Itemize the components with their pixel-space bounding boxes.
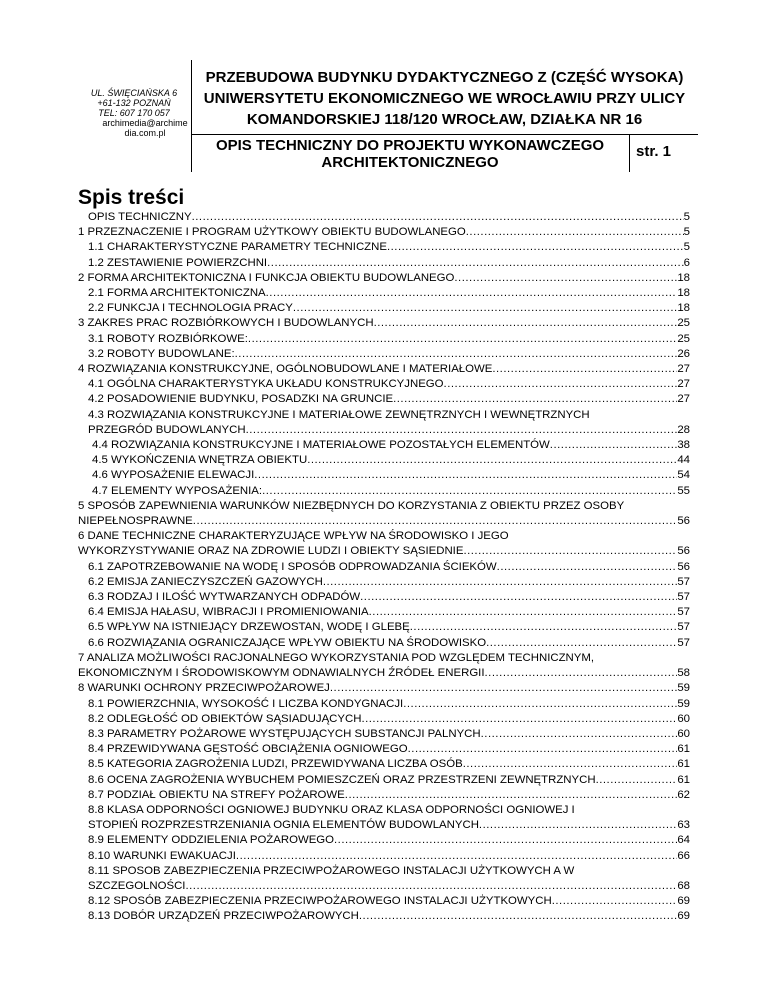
page-number: str. 1 — [629, 135, 698, 172]
toc-entry[interactable] — [78, 499, 690, 529]
toc-entry[interactable] — [78, 833, 690, 848]
toc-dot-leader — [293, 301, 677, 316]
toc-entry-title: 2.2 FUNKCJA I TECHNOLOGIA PRACY — [88, 302, 293, 315]
toc-dot-leader — [193, 514, 678, 529]
company-address-block — [78, 60, 192, 172]
subtitle-line: ARCHITEKTONICZNEGO — [321, 154, 499, 171]
toc-entry-title: 4.2 POSADOWIENIE BUDYNKU, POSADZKI NA GRUNCIE — [88, 393, 394, 406]
toc-page-number: 61 — [677, 758, 690, 771]
toc-entry[interactable] — [78, 484, 690, 499]
toc-entry-title: 6.1 ZAPOTRZEBOWANIE NA WODĘ I SPOSÓB ODPROWADZANIA ŚCIEKÓW — [88, 560, 497, 573]
toc-entry-title: STOPIEŃ ROZPRZESTRZENIANIA OGNIA ELEMENTÓW BUDOWLANYCH — [88, 819, 479, 832]
toc-dot-leader — [492, 362, 677, 377]
toc-page-number: 64 — [677, 834, 690, 847]
toc-entry[interactable] — [78, 256, 690, 271]
toc-page-number: 63 — [677, 819, 690, 832]
toc-page-number: 44 — [677, 454, 690, 467]
toc-dot-leader — [552, 894, 678, 909]
toc-entry[interactable] — [78, 286, 690, 301]
toc-dot-leader — [254, 468, 677, 483]
toc-entry-title: NIEPEŁNOSPRAWNE — [78, 515, 193, 528]
toc-page-number: 28 — [677, 423, 690, 436]
toc-dot-leader — [550, 438, 678, 453]
toc-page-number: 57 — [677, 606, 690, 619]
toc-entry[interactable] — [78, 757, 690, 772]
toc-entry[interactable] — [78, 468, 690, 483]
toc-entry-title: 1.1 CHARAKTERYSTYCZNE PARAMETRY TECHNICZNE — [88, 241, 387, 254]
toc-page-number: 56 — [677, 515, 690, 528]
toc-entry[interactable] — [78, 803, 690, 833]
toc-entry-title: EKONOMICZNYM I ŚRODOWISKOWYM ODNAWIALNYCH ŹRÓDEŁ ENERGII — [78, 667, 485, 680]
toc-page-number: 25 — [677, 317, 690, 330]
toc-entry[interactable] — [78, 697, 690, 712]
toc-dot-leader — [444, 377, 678, 392]
toc-dot-leader — [330, 681, 677, 696]
address-line: TEL: 607 170 057 — [98, 108, 170, 118]
toc-entry-title: 4.6 WYPOSAŻENIE ELEWACJI — [92, 469, 255, 482]
toc-page-number: 27 — [677, 363, 690, 376]
toc-entry-title: 8.1 POWIERZCHNIA, WYSOKOŚĆ I LICZBA KONDYGNACJI — [88, 697, 404, 710]
toc-entry[interactable] — [78, 377, 690, 392]
toc-entry-title: 8.5 KATEGORIA ZAGROŻENIA LUDZI, PRZEWIDYWANA LICZBA OSÓB — [88, 758, 463, 771]
toc-entry[interactable] — [78, 605, 690, 620]
toc-page-number: 59 — [677, 682, 690, 695]
toc-entry[interactable] — [78, 225, 690, 240]
toc-entry-title: 1.2 ZESTAWIENIE POWIERZCHNI — [88, 256, 268, 269]
toc-entry-title: 6.2 EMISJA ZANIECZYSZCZEŃ GAZOWYCH — [88, 575, 323, 588]
toc-entry[interactable] — [78, 560, 690, 575]
toc-dot-leader — [236, 849, 677, 864]
toc-entry[interactable] — [78, 681, 690, 696]
toc-page-number: 60 — [677, 712, 690, 725]
toc-page-number: 18 — [677, 287, 690, 300]
toc-entry-title: 6.5 WPŁYW NA ISTNIEJĄCY DRZEWOSTAN, WODĘ I GLEBĘ — [88, 621, 410, 634]
toc-entry-title: 6.3 RODZAJ I ILOŚĆ WYTWARZANYCH ODPADÓW — [88, 591, 361, 604]
toc-entry-title: PRZEGRÓD BUDOWLANYCH — [88, 423, 246, 436]
toc-entry-title: 8.4 PRZEWIDYWANA GĘSTOŚĆ OBCIĄŻENIA OGNIOWEGO — [88, 743, 408, 756]
subtitle-line: OPIS TECHNICZNY DO PROJEKTU WYKONAWCZEGO — [215, 137, 605, 154]
toc-entry-title-line: 4.3 ROZWIĄZANIA KONSTRUKCYJNE I MATERIAŁOWE ZEWNĘTRZNYCH I WEWNĘTRZNYCH — [88, 408, 590, 421]
toc-page-number: 25 — [677, 332, 690, 345]
toc-dot-leader — [360, 590, 677, 605]
toc-dot-leader — [403, 697, 677, 712]
table-of-contents — [78, 210, 690, 925]
toc-dot-leader — [393, 392, 677, 407]
project-title-block — [191, 60, 698, 172]
toc-entry[interactable] — [78, 909, 690, 924]
company-email — [86, 118, 204, 138]
toc-entry-title: 8.9 ELEMENTY ODDZIELENIA POŻAROWEGO — [88, 834, 335, 847]
toc-dot-leader — [345, 788, 678, 803]
toc-heading: Spis treści — [78, 186, 185, 209]
toc-entry[interactable] — [78, 301, 690, 316]
toc-page-number: 57 — [677, 591, 690, 604]
toc-page-number: 5 — [683, 226, 690, 239]
toc-entry-title: 4 ROZWIĄZANIA KONSTRUKCYJNE, OGÓLNOBUDOWLANE I MATERIAŁOWE — [78, 363, 493, 376]
toc-page-number: 66 — [677, 849, 690, 862]
toc-page-number: 38 — [677, 439, 690, 452]
toc-dot-leader — [267, 256, 684, 271]
title-line: UNIWERSYTETU EKONOMICZNEGO WE WROCŁAWIU PRZY ULICY — [203, 90, 686, 107]
email-line: dia.com.pl — [124, 128, 166, 138]
toc-entry[interactable] — [78, 392, 690, 407]
toc-entry[interactable] — [78, 727, 690, 742]
toc-entry-title: 3.1 ROBOTY ROZBIÓRKOWE: — [88, 332, 248, 345]
title-line: PRZEBUDOWA BUDYNKU DYDAKTYCZNEGO Z (CZĘŚĆ WYSOKA) — [205, 69, 684, 86]
toc-page-number: 6 — [683, 256, 690, 269]
toc-dot-leader — [479, 818, 677, 833]
toc-entry-title-line: 7 ANALIZA MOŻLIWOŚCI RACJONALNEGO WYKORZYSTANIA POD WZGLĘDEM TECHNICZNYM, — [78, 651, 595, 664]
toc-entry-title: 8.7 PODZIAŁ OBIEKTU NA STREFY POŻAROWE — [88, 788, 345, 801]
toc-dot-leader — [192, 210, 684, 225]
toc-entry-title: 2.1 FORMA ARCHITEKTONICZNA — [88, 287, 266, 300]
toc-entry[interactable] — [78, 408, 690, 438]
toc-dot-leader — [323, 575, 678, 590]
toc-dot-leader — [463, 544, 677, 559]
toc-dot-leader — [185, 879, 677, 894]
toc-entry-title: 6.4 EMISJA HAŁASU, WIBRACJI I PROMIENIOWANIA — [88, 606, 369, 619]
toc-entry-title-line: 5 SPOSÓB ZAPEWNIENIA WARUNKÓW NIEZBĘDNYCH DO KORZYSTANIA Z OBIEKTU PRZEZ OSOBY — [78, 499, 625, 512]
toc-page-number: 5 — [683, 241, 690, 254]
toc-page-number: 59 — [677, 697, 690, 710]
toc-entry[interactable] — [78, 240, 690, 255]
toc-page-number: 58 — [677, 667, 690, 680]
toc-entry-title-line: 8.8 KLASA ODPORNOŚCI OGNIOWEJ BUDYNKU ORAZ KLASA ODPORNOŚCI OGNIOWEJ I — [88, 803, 575, 816]
toc-entry[interactable] — [78, 742, 690, 757]
toc-entry-title: 4.5 WYKOŃCZENIA WNĘTRZA OBIEKTU — [92, 454, 308, 467]
toc-dot-leader — [369, 605, 678, 620]
toc-page-number: 18 — [677, 302, 690, 315]
toc-page-number: 56 — [677, 545, 690, 558]
toc-dot-leader — [266, 286, 678, 301]
toc-dot-leader — [486, 636, 677, 651]
toc-dot-leader — [359, 909, 677, 924]
toc-entry-title: 4.4 ROZWIĄZANIA KONSTRUKCYJNE I MATERIAŁOWE POZOSTAŁYCH ELEMENTÓW — [92, 439, 550, 452]
toc-dot-leader — [248, 332, 677, 347]
toc-page-number: 61 — [677, 743, 690, 756]
toc-entry[interactable] — [78, 362, 690, 377]
company-address — [78, 88, 190, 118]
toc-dot-leader — [262, 484, 677, 499]
toc-page-number: 18 — [677, 271, 690, 284]
toc-page-number: 57 — [677, 636, 690, 649]
toc-entry-title: 3.2 ROBOTY BUDOWLANE: — [88, 347, 235, 360]
toc-dot-leader — [374, 316, 678, 331]
toc-entry[interactable] — [78, 575, 690, 590]
toc-entry-title: 8 WARUNKI OCHRONY PRZECIWPOŻAROWEJ — [78, 682, 330, 695]
toc-entry-title: 6.6 ROZWIĄZANIA OGRANICZAJĄCE WPŁYW OBIEKTU NA ŚRODOWISKO — [88, 636, 487, 649]
toc-entry-title-line: 6 DANE TECHNICZNE CHARAKTERYZUJĄCE WPŁYW NA ŚRODOWISKO I JEGO — [78, 530, 509, 543]
toc-page-number: 55 — [677, 484, 690, 497]
toc-entry-title: SZCZEGOLNOŚCI — [88, 879, 186, 892]
toc-page-number: 57 — [677, 575, 690, 588]
toc-dot-leader — [463, 757, 678, 772]
toc-entry[interactable] — [78, 849, 690, 864]
toc-dot-leader — [334, 833, 677, 848]
toc-entry[interactable] — [78, 347, 690, 362]
toc-entry-title: 8.2 ODLEGŁOŚĆ OD OBIEKTÓW SĄSIADUJĄCYCH — [88, 712, 362, 725]
toc-entry[interactable] — [78, 271, 690, 286]
toc-dot-leader — [361, 712, 677, 727]
toc-entry[interactable] — [78, 620, 690, 635]
toc-entry-title: 8.10 WARUNKI EWAKUACJI — [88, 849, 236, 862]
toc-page-number: 26 — [677, 347, 690, 360]
toc-dot-leader — [481, 727, 678, 742]
toc-entry[interactable] — [78, 773, 690, 788]
toc-entry-title: 4.1 OGÓLNA CHARAKTERYSTYKA UKŁADU KONSTRUKCYJNEGO — [88, 378, 444, 391]
toc-page-number: 56 — [677, 560, 690, 573]
toc-page-number: 54 — [677, 469, 690, 482]
toc-entry-title: 2 FORMA ARCHITEKTONICZNA I FUNKCJA OBIEKTU BUDOWLANEGO — [78, 271, 455, 284]
toc-dot-leader — [387, 240, 684, 255]
toc-dot-leader — [246, 423, 678, 438]
toc-entry[interactable] — [78, 590, 690, 605]
toc-entry[interactable] — [78, 651, 690, 681]
toc-entry[interactable] — [78, 788, 690, 803]
toc-entry-title: 8.6 OCENA ZAGROŻENIA WYBUCHEM POMIESZCZEŃ ORAZ PRZESTRZENI ZEWNĘTRZNYCH — [88, 773, 596, 786]
toc-page-number: 57 — [677, 621, 690, 634]
toc-entry[interactable] — [78, 332, 690, 347]
toc-entry[interactable] — [78, 636, 690, 651]
toc-page-number: 62 — [677, 788, 690, 801]
toc-entry[interactable] — [78, 864, 690, 894]
toc-entry-title: 1 PRZEZNACZENIE I PROGRAM UŻYTKOWY OBIEKTU BUDOWLANEGO — [78, 226, 466, 239]
project-title — [191, 60, 698, 135]
toc-page-number: 27 — [677, 378, 690, 391]
toc-entry[interactable] — [78, 453, 690, 468]
toc-page-number: 69 — [677, 895, 690, 908]
toc-page-number: 68 — [677, 879, 690, 892]
toc-entry-title: 3 ZAKRES PRAC ROZBIÓRKOWYCH I BUDOWLANYCH — [78, 317, 374, 330]
title-line: KOMANDORSKIEJ 118/120 WROCŁAW, DZIAŁKA NR 16 — [246, 111, 643, 128]
toc-dot-leader — [596, 773, 678, 788]
toc-dot-leader — [485, 666, 678, 681]
toc-page-number: 5 — [683, 211, 690, 223]
toc-entry[interactable] — [78, 210, 690, 225]
document-subtitle — [191, 135, 629, 172]
toc-dot-leader — [410, 620, 678, 635]
toc-entry-title-line: 8.11 SPOSOB ZABEZPIECZENIA PRZECIWPOŻAROWEGO INSTALACJI UŻYTKOWYCH A W — [88, 864, 575, 877]
toc-entry-title: 8.12 SPOSÓB ZABEZPIECZENIA PRZECIWPOŻAROWEGO INSTALACJI UŻYTKOWYCH — [88, 895, 552, 908]
toc-entry[interactable] — [78, 438, 690, 453]
toc-dot-leader — [235, 347, 678, 362]
toc-dot-leader — [497, 560, 678, 575]
toc-entry-title: OPIS TECHNICZNY — [88, 211, 192, 223]
toc-page-number: 69 — [677, 910, 690, 923]
toc-entry[interactable] — [78, 316, 690, 331]
toc-entry-title: 4.7 ELEMENTY WYPOSAŻENIA: — [92, 484, 263, 497]
toc-page-number: 27 — [677, 393, 690, 406]
toc-entry-title: WYKORZYSTYWANIE ORAZ NA ZDROWIE LUDZI I OBIEKTY SĄSIEDNIE — [78, 545, 464, 558]
document-header — [78, 60, 698, 172]
toc-page-number: 60 — [677, 727, 690, 740]
toc-entry[interactable] — [78, 529, 690, 559]
toc-page-number: 61 — [677, 773, 690, 786]
toc-dot-leader — [307, 453, 677, 468]
toc-entry-title: 8.13 DOBÓR URZĄDZEŃ PRZECIWPOŻAROWYCH — [88, 910, 359, 923]
toc-entry[interactable] — [78, 712, 690, 727]
toc-dot-leader — [408, 742, 678, 757]
toc-entry[interactable] — [78, 894, 690, 909]
email-line: archimedia@archime — [102, 118, 188, 128]
toc-dot-leader — [454, 271, 677, 286]
address-line: UL. ŚWIĘCIAŃSKA 6 — [90, 88, 178, 98]
toc-dot-leader — [466, 225, 684, 240]
address-line: +61-132 POZNAŃ — [97, 98, 171, 108]
toc-entry-title: 8.3 PARAMETRY POŻAROWE WYSTĘPUJĄCYCH SUBSTANCJI PALNYCH — [88, 727, 481, 740]
